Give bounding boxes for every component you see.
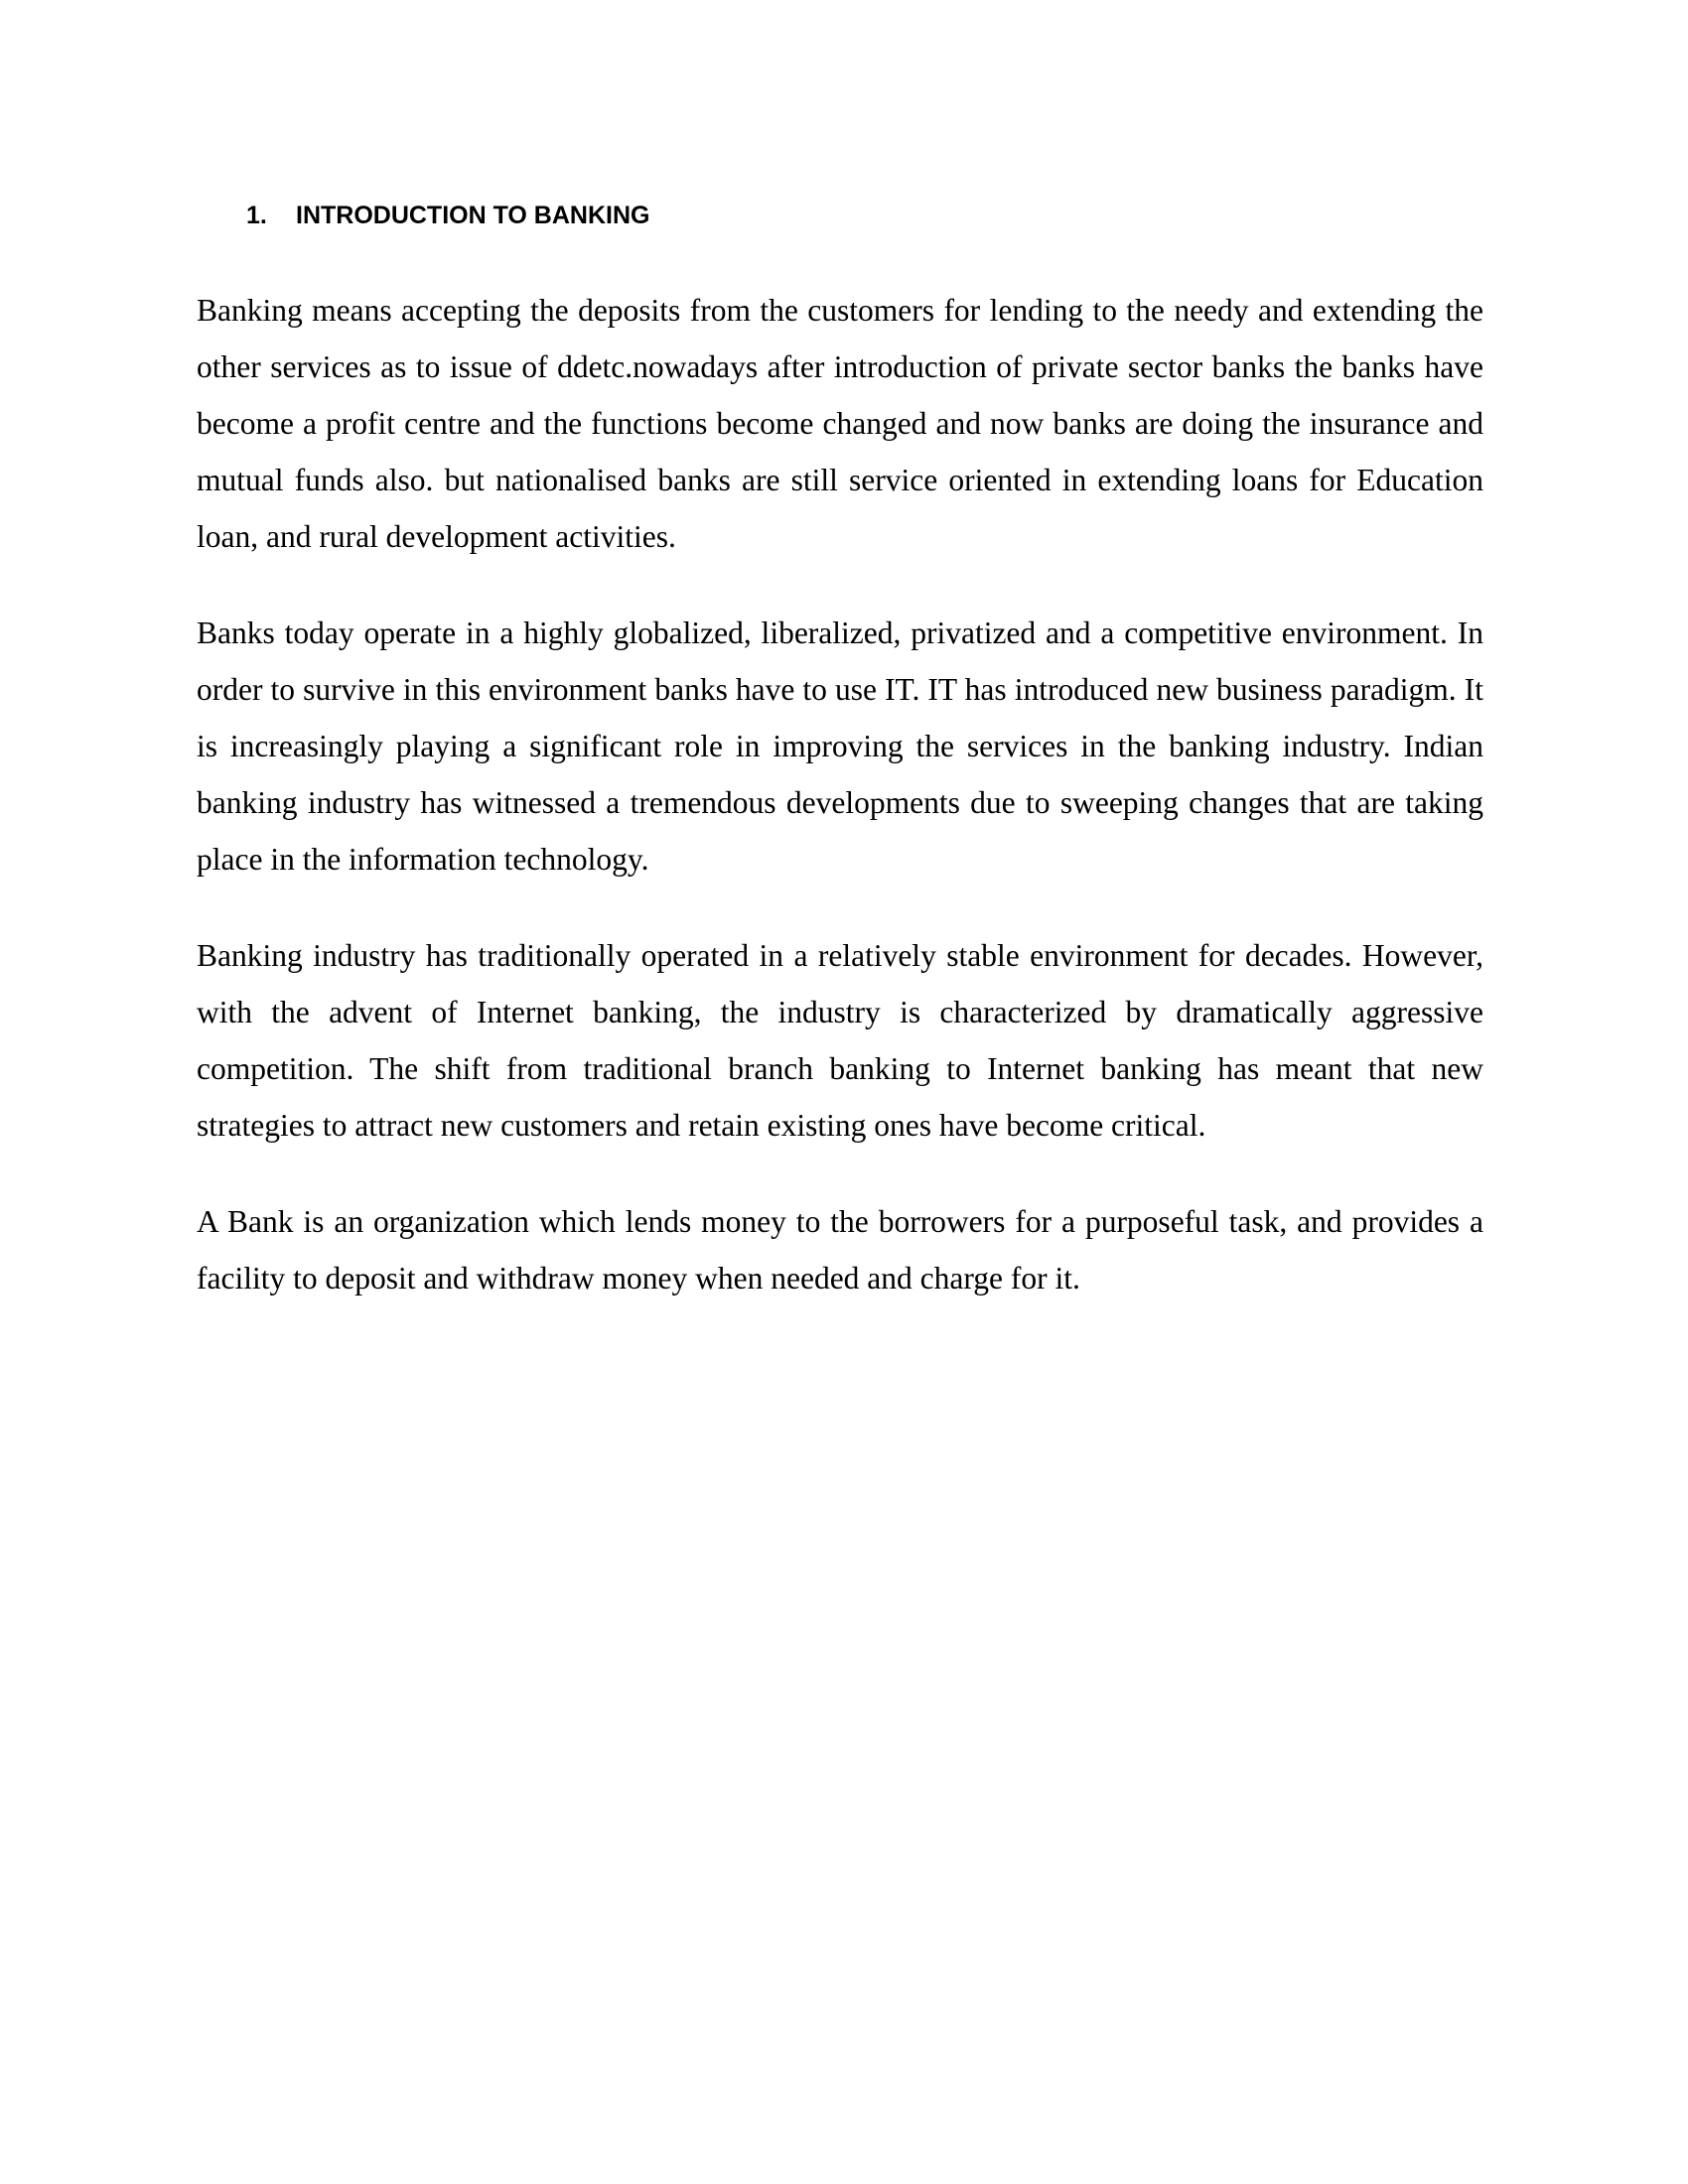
section-heading (246, 199, 649, 232)
section-number: 1. (246, 202, 267, 229)
paragraph-bank-organization: A Bank is an organization which lends money to the borrowers for a purposeful task, and provides a facility to deposit and withdraw money when needed and charge for it. (197, 1204, 1483, 1296)
paragraph-banks-and-it: Banks today operate in a highly globalized, liberalized, privatized and a competitive environment. In order to survive in this environment banks have to use IT. IT has introduced new business paradigm. It is increasingly playing a significant role in improving the services in the banking industry. Indian banking industry has witnessed a tremendous developments due to sweeping changes that are taking place in the information technology. (197, 615, 1483, 877)
section-title: INTRODUCTION TO BANKING (296, 202, 650, 229)
paragraph-banking-definition: Banking means accepting the deposits from the customers for lending to the needy and extending the other services as to issue of ddetc.nowadays after introduction of private sector banks the banks have become a profit centre and the functions become changed and now banks are doing the insurance and mutual funds also. but nationalised banks are still service oriented in extending loans for Education loan, and rural development activities. (197, 293, 1483, 554)
paragraph-internet-banking: Banking industry has traditionally operated in a relatively stable environment for decades. However, with the advent of Internet banking, the industry is characterized by dramatically aggressive competition. The shift from traditional branch banking to Internet banking has meant that new strategies to attract new customers and retain existing ones have become critical. (197, 938, 1483, 1143)
